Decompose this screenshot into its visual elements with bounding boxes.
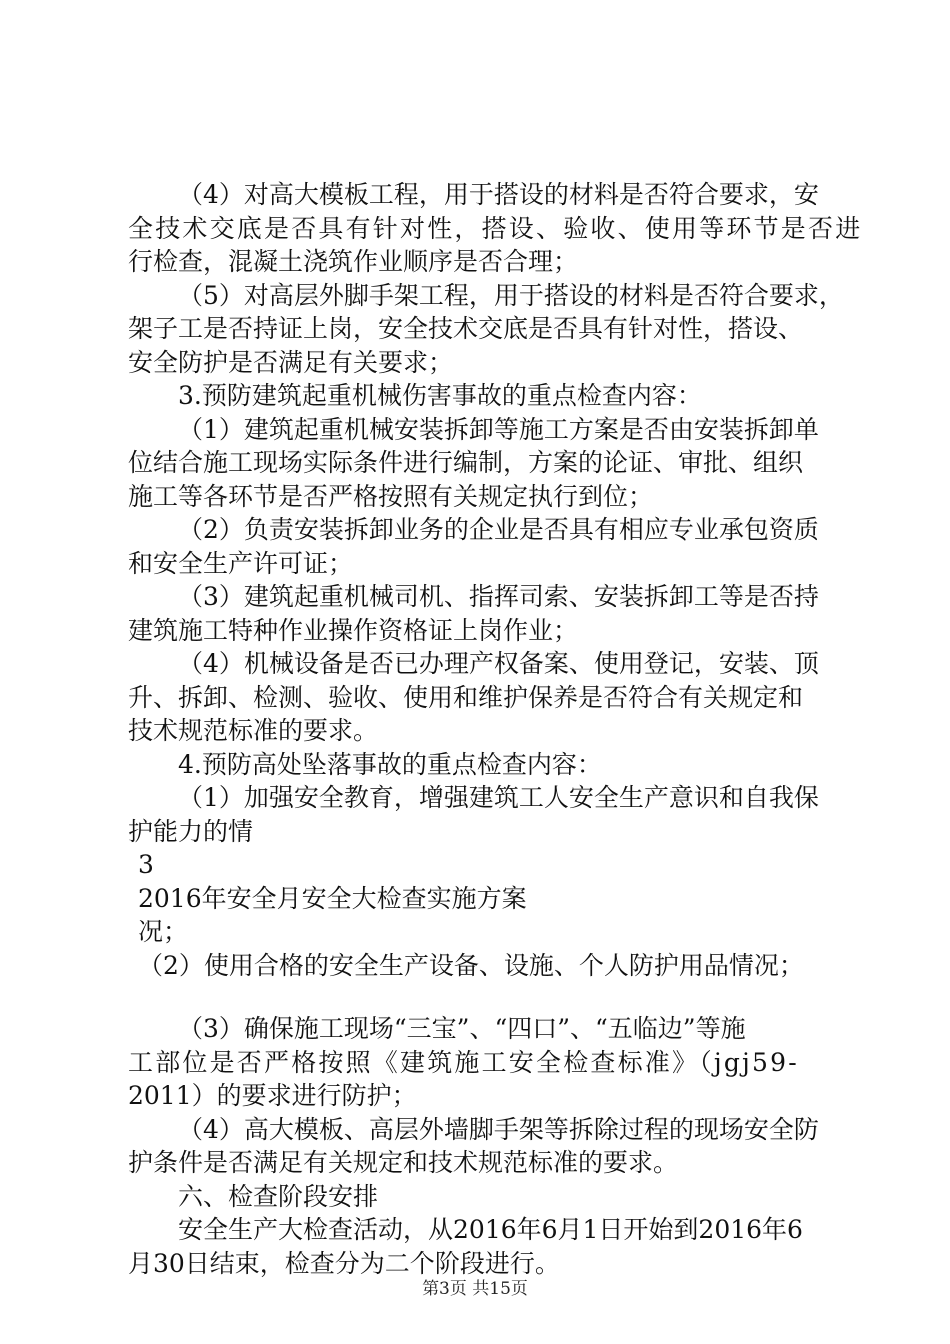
paragraph-line: 护条件是否满足有关规定和技术规范标准的要求。: [128, 1148, 679, 1177]
blank-gap: [128, 982, 838, 1012]
paragraph-line: 工部位是否严格按照《建筑施工安全检查标准》（jgj59-: [128, 1047, 799, 1077]
paragraph-line: 全技术交底是否具有针对性，搭设、验收、使用等环节是否进: [128, 213, 863, 243]
paragraph-line: 施工等各环节是否严格按照有关规定执行到位；: [128, 481, 654, 511]
paragraph-line: （3）确保施工现场“三宝”、“四口”、“五临边”等施: [178, 1014, 746, 1043]
running-header: 2016年安全月安全大检查实施方案: [138, 883, 527, 913]
paragraph-line: 升、拆卸、检测、验收、使用和维护保养是否符合有关规定和: [128, 682, 804, 712]
section-heading: 4.预防高处坠落事故的重点检查内容：: [178, 749, 602, 779]
paragraph-line: （1）建筑起重机械安装拆卸等施工方案是否由安装拆卸单: [178, 414, 819, 444]
paragraph-line: （3）建筑起重机械司机、指挥司索、安装拆卸工等是否持: [178, 582, 819, 611]
paragraph-line: 况；: [138, 917, 189, 946]
paragraph-line: （1）加强安全教育，增强建筑工人安全生产意识和自我保: [178, 783, 819, 812]
section-heading: 3.预防建筑起重机械伤害事故的重点检查内容：: [178, 381, 702, 410]
paragraph-line: 安全生产大检查活动，从2016年6月1日开始到2016年6: [178, 1215, 803, 1244]
paragraph-line: 行检查，混凝土浇筑作业顺序是否合理；: [128, 247, 579, 276]
paragraph-line: （5）对高层外脚手架工程，用于搭设的材料是否符合要求，: [178, 280, 844, 310]
paragraph-line: 护能力的情: [128, 816, 254, 846]
paragraph-line: （4）高大模板、高层外墙脚手架等拆除过程的现场安全防: [178, 1114, 819, 1144]
paragraph-line: 2011）的要求进行防护；: [128, 1081, 417, 1110]
document-body: [128, 178, 863, 1280]
paragraph-line: 位结合施工现场实际条件进行编制，方案的论证、审批、组织: [128, 448, 804, 477]
page-number-inline: 3: [138, 850, 154, 879]
paragraph-line: （4）对高大模板工程，用于搭设的材料是否符合要求，安: [178, 180, 819, 209]
paragraph-line: 安全防护是否满足有关要求；: [128, 347, 454, 377]
paragraph-line: 建筑施工特种作业操作资格证上岗作业；: [128, 615, 579, 645]
paragraph-line: 技术规范标准的要求。: [128, 716, 379, 745]
paragraph-line: 和安全生产许可证；: [128, 548, 354, 578]
section-heading: 六、检查阶段安排: [178, 1181, 379, 1211]
paragraph-line: （2）使用合格的安全生产设备、设施、个人防护用品情况；: [138, 950, 804, 980]
paragraph-line: 月30日结束，检查分为二个阶段进行。: [128, 1248, 560, 1278]
paragraph-line: （2）负责安装拆卸业务的企业是否具有相应专业承包资质: [178, 515, 819, 544]
page-footer: 第3页 共15页: [422, 1279, 528, 1299]
paragraph-line: 架子工是否持证上岗，安全技术交底是否具有针对性，搭设、: [128, 314, 804, 343]
paragraph-line: （4）机械设备是否已办理产权备案、使用登记，安装、顶: [178, 649, 819, 678]
